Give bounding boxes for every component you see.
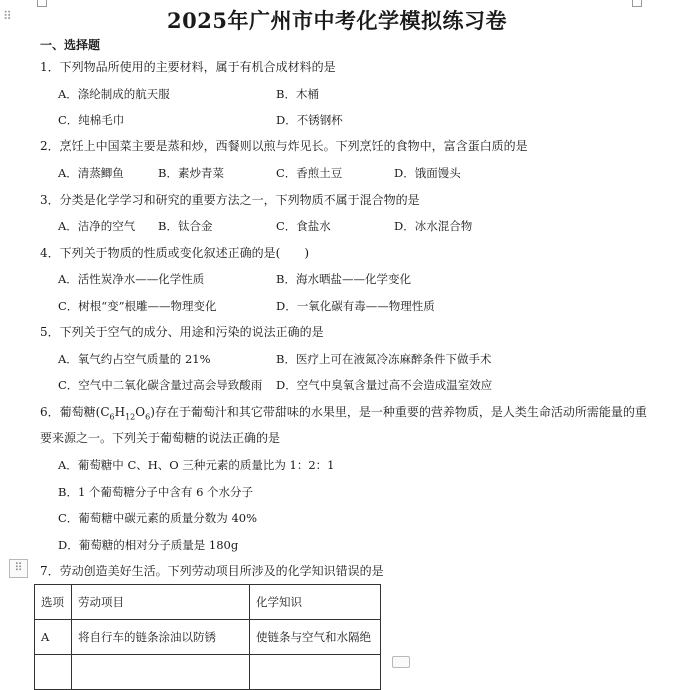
page-title: 2025年广州市中考化学模拟练习卷: [167, 8, 507, 33]
question-3-option-b: B．钛合金: [158, 219, 213, 233]
table-resize-handle[interactable]: [392, 656, 410, 668]
formula-subscript: 6: [109, 412, 115, 422]
question-2-option-d: D．饿面馒头: [394, 166, 461, 180]
question-6-option-c: C．葡萄糖中碳元素的质量分数为 40%: [58, 511, 258, 525]
question-5-stem: 5．下列关于空气的成分、用途和污染的说法正确的是: [40, 325, 324, 339]
question-3-option-a: A．洁净的空气: [58, 219, 136, 233]
table-header-cell: 选项: [35, 585, 72, 620]
question-5-option-b: B．医疗上可在液氮冷冻麻醉条件下做手术: [276, 352, 492, 366]
question-5-option-d: D．空气中臭氧含量过高不会造成温室效应: [276, 378, 493, 392]
table-header-cell: 化学知识: [250, 585, 381, 620]
table-header-row: [35, 585, 381, 620]
table-cell: [72, 655, 250, 690]
formula-element-c: C: [100, 405, 110, 419]
question-7-table: [34, 584, 381, 690]
drag-handle-icon[interactable]: ⠿: [3, 9, 12, 23]
table-row: [35, 620, 381, 655]
table-cell: [250, 655, 381, 690]
question-6-stem-prefix: 6．葡萄糖(: [40, 405, 101, 419]
question-3-option-c: C．食盐水: [276, 219, 331, 233]
question-6-option-a: A．葡萄糖中 C、H、O 三种元素的质量比为 1：2：1: [58, 458, 335, 472]
question-1-option-a: A．涤纶制成的航天服: [58, 87, 170, 101]
question-4-option-c: C．树根“变”根雕——物理变化: [58, 299, 217, 313]
question-5-option-a: A．氧气约占空气质量的 21%: [58, 352, 211, 366]
question-5-option-c: C．空气中二氧化碳含量过高会导致酸雨: [58, 378, 263, 392]
question-4-option-d: D．一氧化碳有毒——物理性质: [276, 299, 435, 313]
question-6-option-d: D．葡萄糖的相对分子质量是 180g: [58, 538, 239, 552]
question-6-option-b: B．1 个葡萄糖分子中含有 6 个水分子: [58, 485, 254, 499]
question-1-option-c: C．纯棉毛巾: [58, 113, 125, 127]
question-3-option-d: D．冰水混合物: [394, 219, 473, 233]
question-6-stem-line2: 要来源之一。下列关于葡萄糖的说法正确的是: [40, 431, 281, 445]
table-header-cell: 劳动项目: [72, 585, 250, 620]
question-1-option-d: D．不锈钢杯: [276, 113, 343, 127]
question-2-option-c: C．香煎土豆: [276, 166, 343, 180]
question-2-option-a: A．清蒸鲫鱼: [58, 166, 124, 180]
question-2-option-b: B．素炒青菜: [158, 166, 224, 180]
move-handle-icon[interactable]: ⠿: [9, 559, 28, 578]
formula-element-h: H: [114, 405, 126, 419]
section-heading: 一、选择题: [40, 38, 101, 52]
question-6-stem-suffix: )存在于葡萄汁和其它带甜味的水果里，是一种重要的营养物质，是人类生命活动所需能量的重: [150, 405, 647, 419]
formula-subscript: 12: [125, 412, 136, 422]
formula-subscript: 6: [145, 412, 151, 422]
question-4-option-a: A．活性炭净水——化学性质: [58, 272, 205, 286]
question-2-stem: 2．烹饪上中国菜主要是蒸和炒，西餐则以煎与炸见长。下列烹饪的食物中，富含蛋白质的是: [40, 139, 528, 153]
table-cell: [35, 655, 72, 690]
glucose-formula: [100, 405, 151, 422]
question-7-stem: 7．劳动创造美好生活。下列劳动项目所涉及的化学知识错误的是: [40, 564, 384, 578]
question-4-option-b: B．海水晒盐——化学变化: [276, 272, 411, 286]
question-4-stem: 4．下列关于物质的性质或变化叙述正确的是( ): [40, 246, 309, 260]
table-cell: 使链条与空气和水隔绝: [250, 620, 381, 655]
table-cell: A: [35, 620, 72, 655]
question-3-stem: 3．分类是化学学习和研究的重要方法之一，下列物质不属于混合物的是: [40, 193, 420, 207]
question-1-stem: 1．下列物品所使用的主要材料，属于有机合成材料的是: [40, 60, 336, 74]
formula-element-o: O: [135, 405, 146, 419]
table-row: [35, 655, 381, 690]
question-6-stem: [40, 404, 647, 425]
table-cell: 将自行车的链条涂油以防锈: [72, 620, 250, 655]
question-1-option-b: B．木桶: [276, 87, 319, 101]
